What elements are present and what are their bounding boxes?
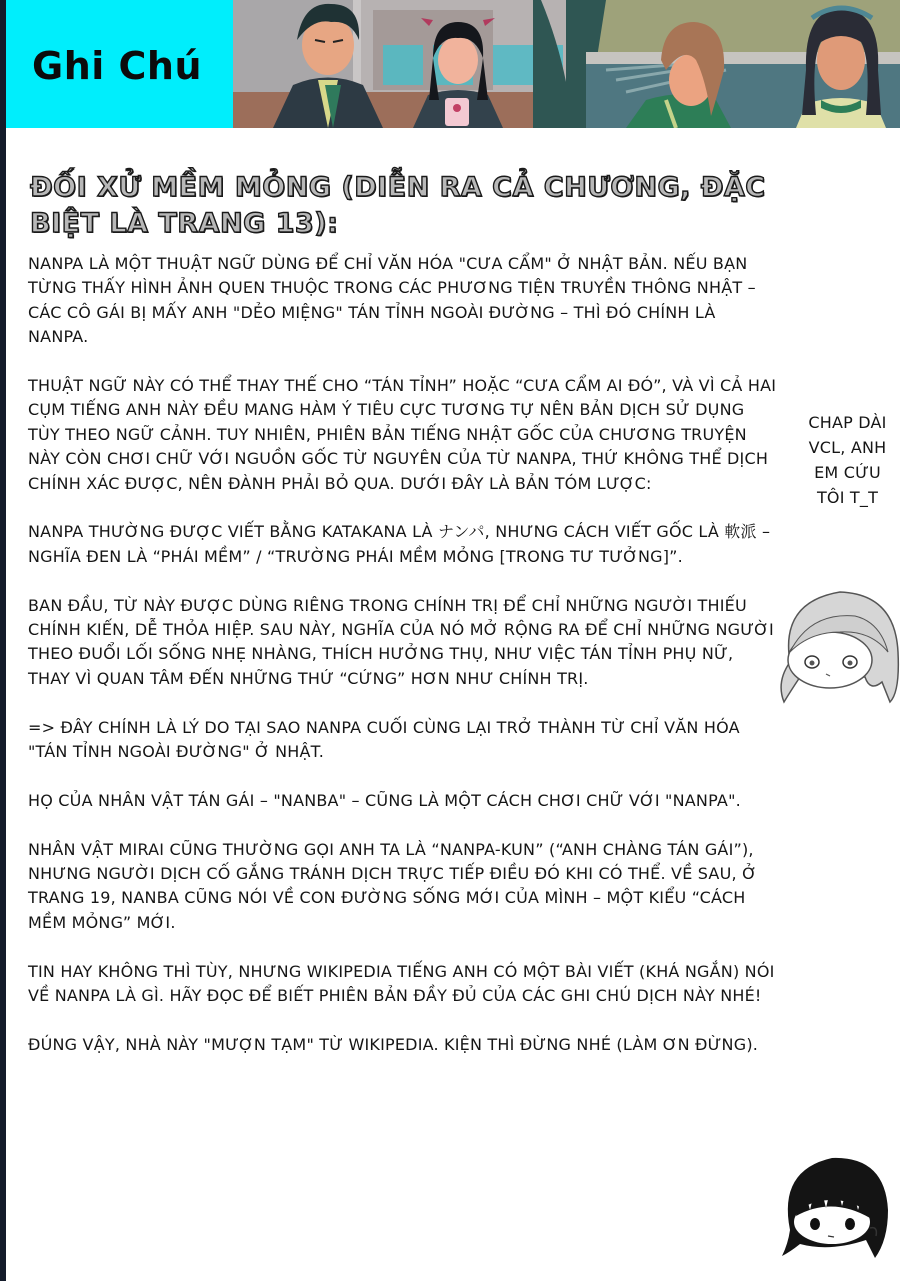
paragraph-borrowed: ĐÚNG VẬY, NHÀ NÀY "MƯỢN TẠM" TỪ WIKIPEDIA. KIỆN THÌ ĐỪNG NHÉ (LÀM ƠN ĐỪNG). bbox=[28, 1034, 759, 1054]
paragraph-term-usage: THUẬT NGỮ NÀY CÓ THỂ THAY THẾ CHO “TÁN TỈNH” HOẶC “CƯA CẨM AI ĐÓ”, VÀ VÌ CẢ HAI CỤM TIẾNG ANH NÀY ĐỀU MANG HÀM Ý TIÊU CỰC TƯƠNG TỰ NÊN BẢN DỊCH SỬ DỤNG TÙY THEO NGỮ CẢNH. TUY NHIÊN, PHIÊN BẢN TIẾNG NHẬT GỐC CỦA CHƯƠNG TRUYỆN NÀY CÒN CHƠI CHỮ VỚI NGUỒN GỐC TỪ NGUYÊN CỦA TỪ NANPA, THỨ KHÔNG THỂ DỊCH CHÍNH XÁC ĐƯỢC, NÊN ĐÀNH PHẢI BỎ QUA. DƯỚI ĐÂY LÀ BẢN TÓM LƯỢC: bbox=[28, 376, 777, 493]
left-border-strip bbox=[0, 0, 6, 1281]
page-title: Ghi Chú bbox=[32, 44, 202, 88]
side-note-line: EM CỨU bbox=[814, 463, 881, 482]
translator-side-note bbox=[795, 410, 900, 510]
paragraph-katakana: NANPA THƯỜNG ĐƯỢC VIẾT BẰNG KATAKANA LÀ ナンパ, NHƯNG CÁCH VIẾT GỐC LÀ 軟派 – NGHĨA ĐEN LÀ “PHÁI MỀM” / “TRƯỜNG PHÁI MỀM MỎNG [TRONG TƯ TƯỞNG]”. bbox=[28, 522, 771, 566]
paragraph-mirai: NHÂN VẬT MIRAI CŨNG THƯỜNG GỌI ANH TA LÀ “NANPA-KUN” (“ANH CHÀNG TÁN GÁI”), NHƯNG NGƯỜI DỊCH CỐ GẮNG TRÁNH DỊCH TRỰC TIẾP ĐIỀU ĐÓ KHI CÓ THỂ. VỀ SAU, Ở TRANG 19, NANBA CŨNG NÓI VỀ CON ĐƯỜNG SỐNG MỚI CỦA MÌNH – MỘT KIỂU “CÁCH MỀM MỎNG” MỚI. bbox=[28, 839, 757, 932]
paragraph-wikipedia: TIN HAY KHÔNG THÌ TÙY, NHƯNG WIKIPEDIA TIẾNG ANH CÓ MỘT BÀI VIẾT (KHÁ NGẮN) NÓI VỀ NANPA LÀ GÌ. HÃY ĐỌC ĐỂ BIẾT PHIÊN BẢN ĐẦY ĐỦ CỦA CÁC GHI CHÚ DỊCH NÀY NHÉ! bbox=[28, 961, 775, 1006]
paragraph-history: BAN ĐẦU, TỪ NÀY ĐƯỢC DÙNG RIÊNG TRONG CHÍNH TRỊ ĐỂ CHỈ NHỮNG NGƯỜI THIẾU CHÍNH KIẾN, DỄ THỎA HIỆP. SAU NÀY, NGHĨA CỦA NÓ MỞ RỘNG RA ĐỂ CHỈ NHỮNG NGƯỜI THEO ĐUỔI LỐI SỐNG NHẸ NHÀNG, THÍCH HƯỞNG THỤ, NHƯ VIỆC TÁN TỈNH PHỤ NỮ, THAY VÌ QUAN TÂM ĐẾN NHỮNG THỨ “CỨNG” HƠN NHƯ CHÍNH TRỊ. bbox=[28, 595, 774, 688]
illustration-classroom bbox=[233, 0, 566, 128]
side-note-line: TÔI T_T bbox=[816, 488, 879, 507]
paragraph-conclusion: => ĐÂY CHÍNH LÀ LÝ DO TẠI SAO NANPA CUỐI CÙNG LẠI TRỞ THÀNH TỪ CHỈ VĂN HÓA "TÁN TỈNH NGOÀI ĐƯỜNG" Ở NHẬT. bbox=[28, 717, 740, 762]
paragraph-nanba-pun: HỌ CỦA NHÂN VẬT TÁN GÁI – "NANBA" – CŨNG LÀ MỘT CÁCH CHƠI CHỮ VỚI "NANPA". bbox=[28, 790, 741, 810]
chibi-wavy-hair-girl-icon bbox=[770, 582, 900, 722]
section-heading: ĐỐI XỬ MỀM MỎNG (DIỄN RA CẢ CHƯƠNG, ĐẶC BIỆT LÀ TRANG 13): bbox=[30, 172, 766, 239]
title-box bbox=[6, 0, 233, 128]
paragraph-nanpa-definition: NANPA LÀ MỘT THUẬT NGỮ DÙNG ĐỂ CHỈ VĂN HÓA "CƯA CẨM" Ở NHẬT BẢN. NẾU BẠN TỪNG THẤY HÌNH ẢNH QUEN THUỘC TRONG CÁC PHƯƠNG TIỆN TRUYỀN THÔNG NHẬT – CÁC CÔ GÁI BỊ MẤY ANH "DẺO MIỆNG" TÁN TỈNH NGOÀI ĐƯỜNG – THÌ ĐÓ CHÍNH LÀ NANPA. bbox=[28, 254, 756, 347]
side-note-line: CHAP DÀI bbox=[808, 413, 887, 432]
translation-notes-body bbox=[28, 252, 778, 1082]
illustration-gym bbox=[566, 0, 900, 128]
chibi-black-bob-hair-girl-icon bbox=[770, 1140, 900, 1260]
side-note-line: VCL, ANH bbox=[808, 438, 887, 457]
header-banner bbox=[6, 0, 900, 128]
